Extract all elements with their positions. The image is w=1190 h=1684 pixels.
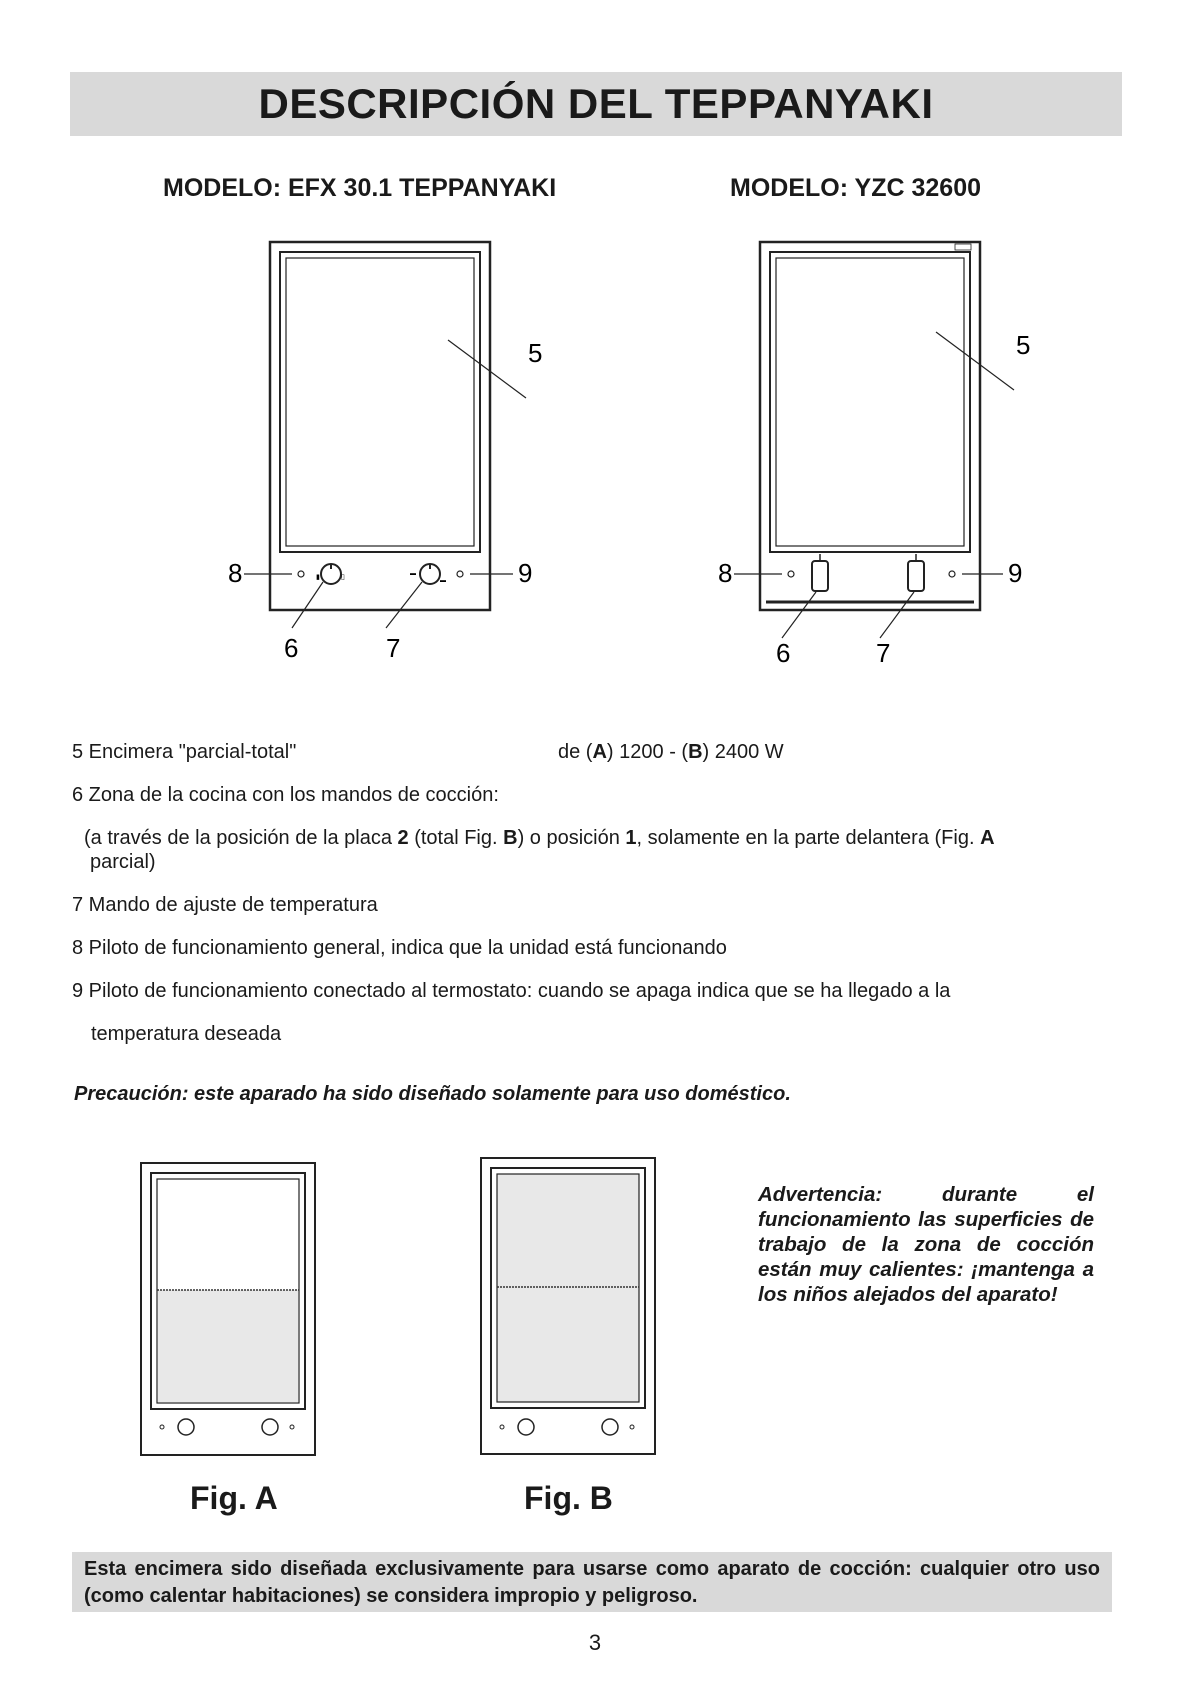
model-label-right: MODELO: YZC 32600: [730, 174, 982, 202]
item-8: 8 Piloto de funcionamiento general, indica que la unidad está funcionando: [72, 937, 727, 959]
callout-9: 9: [518, 558, 533, 588]
page-number: 3: [588, 1630, 602, 1655]
page-title: DESCRIPCIÓN DEL TEPPANYAKI: [258, 80, 934, 127]
item-6-note: (a través de la posición de la placa 2 (total Fig. B) o posición 1, solamente en la parte delantera (Fig. A parcial): [84, 827, 995, 873]
item-5: 5 Encimera "parcial-total" de (A) 1200 - (B) 2400 W: [72, 741, 784, 763]
title-bar: [70, 72, 1122, 136]
caution-text: Precaución: este aparado ha sido diseñado solamente para uso doméstico.: [74, 1083, 791, 1105]
callout-8: 8: [228, 558, 243, 588]
diagram-yzc: [690, 230, 1050, 670]
item-9: 9 Piloto de funcionamiento conectado al termostato: cuando se apaga indica que se ha llegado a la: [72, 980, 951, 1002]
item-7: 7 Mando de ajuste de temperatura: [72, 894, 378, 916]
callout-5: 5: [528, 338, 543, 368]
figure-b: [480, 1157, 656, 1457]
callout-8-right: 8: [718, 558, 733, 588]
svg-text:▯: ▯: [341, 574, 345, 581]
model-label-left: MODELO: EFX 30.1 TEPPANYAKI: [163, 174, 557, 202]
svg-text:▮: ▮: [316, 574, 320, 581]
svg-text:▬: ▬: [410, 571, 416, 577]
power-range: de (A) 1200 - (B) 2400 W: [558, 741, 784, 763]
item-6: 6 Zona de la cocina con los mandos de cocción:: [72, 784, 499, 806]
fig-a-label: Fig. A: [190, 1480, 278, 1516]
diagram-efx: [200, 230, 560, 670]
callout-9-right: 9: [1008, 558, 1023, 588]
item-9-cont: temperatura deseada: [91, 1023, 282, 1045]
warning-text: Advertencia: durante el funcionamiento las superficies de trabajo de la zona de cocción están muy calientes: ¡mantenga a los niños alejados del aparato!: [758, 1183, 1094, 1306]
bottom-note: Esta encimera sido diseñada exclusivamente para usarse como aparato de cocción: cualquier otro uso (como calentar habitaciones) se considera impropio y peligroso.: [72, 1552, 1112, 1612]
callout-6-right: 6: [776, 638, 791, 668]
figure-a: [140, 1162, 316, 1458]
callout-7-right: 7: [876, 638, 891, 668]
callout-6: 6: [284, 633, 299, 663]
svg-text:▬: ▬: [440, 578, 446, 584]
callout-7: 7: [386, 633, 401, 663]
fig-b-label: Fig. B: [524, 1480, 613, 1516]
callout-5-right: 5: [1016, 330, 1031, 360]
